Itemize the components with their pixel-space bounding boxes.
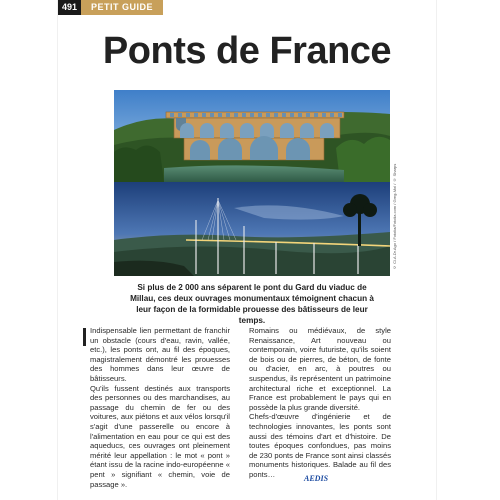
series-number: 491 bbox=[58, 0, 81, 15]
book-cover bbox=[58, 0, 436, 500]
series-banner bbox=[58, 0, 163, 15]
dropcap-marker bbox=[83, 328, 86, 346]
photo-credit: © Cl.A.Dr.Ago / Fotolia/Fotolia.com / Greg-Mol / © Sharps bbox=[392, 163, 397, 270]
book-title: Ponts de France bbox=[102, 30, 392, 72]
photo-caption: Si plus de 2 000 ans séparent le pont du Gard du viaduc de Millau, ces deux ouvrages monumentaux témoignent chacun à leur façon de la formidable prouesse des bâtisseurs de leur temps. bbox=[130, 283, 374, 325]
publisher-logo: AEDIS bbox=[304, 474, 329, 483]
body-column-right bbox=[249, 326, 391, 480]
pont-du-gard-photo bbox=[114, 90, 390, 182]
viaduc-de-millau-photo bbox=[114, 182, 390, 276]
paragraph: Indispensable lien permettant de franchir un obstacle (cours d'eau, ravin, vallée, etc.), les ponts ont, au fil des époques, magistralement démontré les prouesses des hommes dans leur œuvre de bâtisseurs. bbox=[90, 326, 230, 383]
series-label: PETIT GUIDE bbox=[81, 0, 163, 15]
body-column-left bbox=[90, 326, 230, 489]
paragraph: Romains ou médiévaux, de style Renaissance, Art nouveau ou contemporain, voire futuriste, qu'ils soient de bois ou de pierres, de béton, de fonte ou d'acier, en arc, à poutres ou suspendus, ils représentent un patrimoine architectural riche et exceptionnel. La France est probablement le pays qui en possède la plus grande diversité. bbox=[249, 326, 391, 412]
paragraph: Chefs-d'œuvre d'ingénierie et de technologies innovantes, les ponts sont aussi des témoins d'art et d'histoire. De toutes époques confondues, pas moins de 230 ponts de France sont ainsi classés monuments historiques. Balade au fil des ponts… bbox=[249, 412, 391, 479]
paragraph: Qu'ils fussent destinés aux transports des personnes ou des marchandises, au passage du chemin de fer ou des voitures, aux piétons et aux vélos lorsqu'il s'agit d'une passerelle ou encore à l'alimentation en eau pour ce qui est des aqueducs, ces ouvrages ont pleinement mérité leur appellation : le mot « pont » étant issu de la racine indo-européenne « pent » signifiant « chemin, voie de passage ». bbox=[90, 383, 230, 489]
